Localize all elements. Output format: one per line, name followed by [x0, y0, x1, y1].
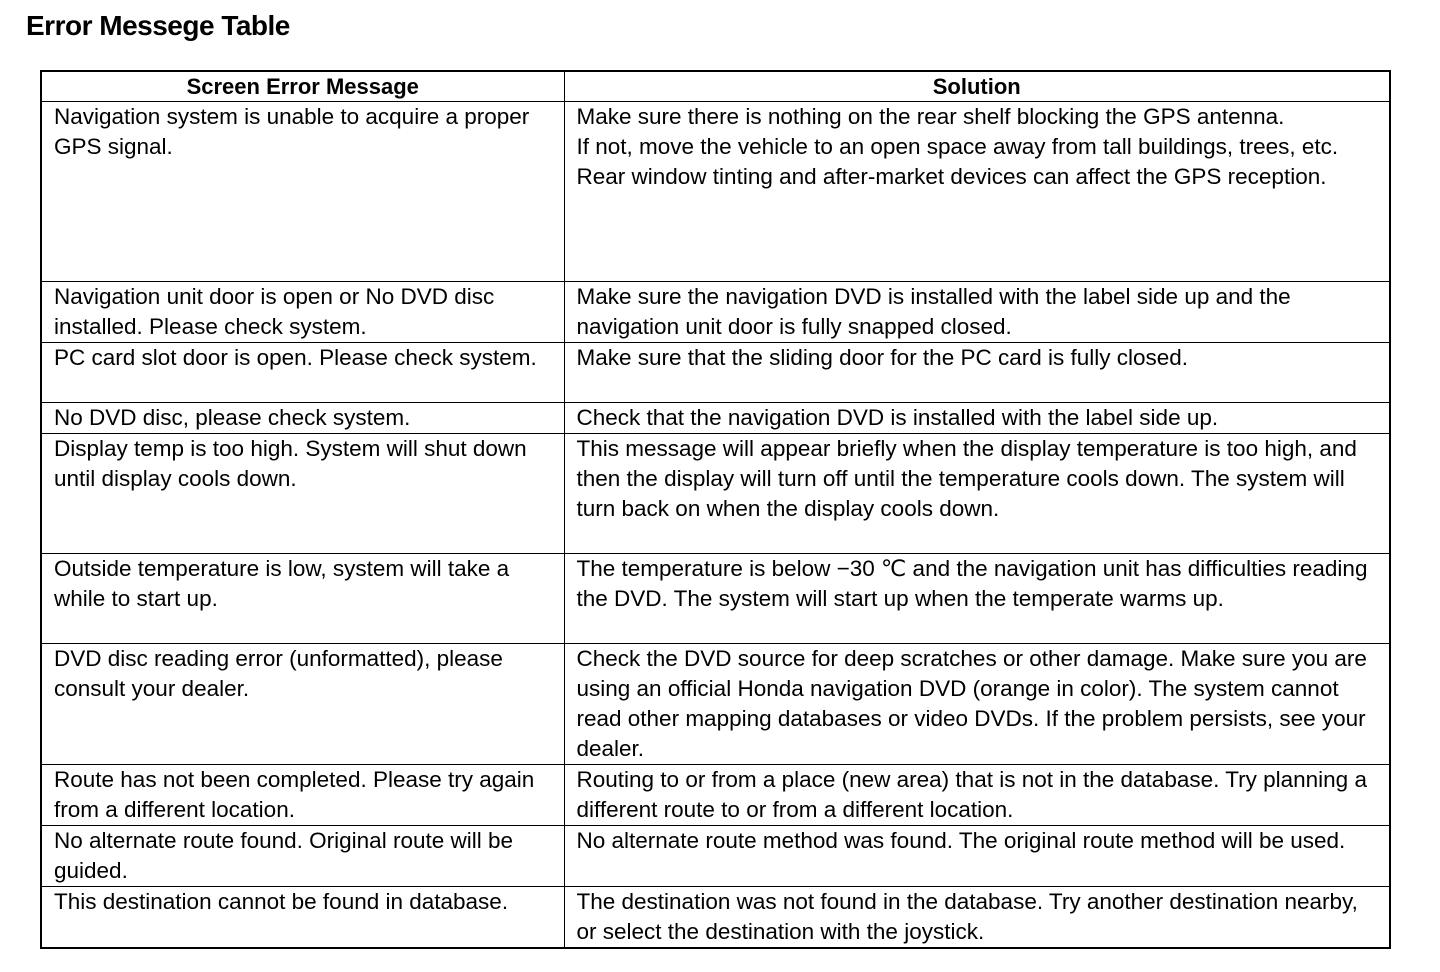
error-message-cell: Display temp is too high. System will shut down until display cools down. [41, 434, 564, 554]
error-message-cell: DVD disc reading error (unformatted), please consult your dealer. [41, 644, 564, 765]
table-row [41, 343, 1390, 403]
table-row [41, 434, 1390, 554]
error-message-cell: No DVD disc, please check system. [41, 403, 564, 434]
solution-line: The temperature is below −30 ℃ and the navigation unit has difficulties reading the DVD. The system will start up when the temperate warms up. [576, 556, 1368, 611]
error-message-cell: Outside temperature is low, system will take a while to start up. [41, 554, 564, 644]
column-header-screen-error-message: Screen Error Message [41, 71, 564, 102]
solution-cell [564, 765, 1390, 826]
error-message-table [40, 70, 1391, 949]
solution-line: Make sure the navigation DVD is installed with the label side up and the navigation unit door is fully snapped closed. [576, 284, 1291, 339]
solution-line: The destination was not found in the database. Try another destination nearby, or select the destination with the joystick. [576, 889, 1358, 944]
error-message-cell: Navigation system is unable to acquire a proper GPS signal. [41, 102, 564, 282]
error-message-cell: No alternate route found. Original route will be guided. [41, 826, 564, 887]
solution-line: Routing to or from a place (new area) that is not in the database. Try planning a different route to or from a different location. [576, 767, 1367, 822]
solution-line: This message will appear briefly when the display temperature is too high, and then the display will turn off until the temperature cools down. The system will turn back on when the display cools down. [576, 436, 1357, 521]
table-row [41, 403, 1390, 434]
table-row [41, 826, 1390, 887]
solution-line: Check that the navigation DVD is installed with the label side up. [576, 405, 1219, 430]
table-row [41, 887, 1390, 949]
table-row [41, 282, 1390, 343]
solution-cell [564, 434, 1390, 554]
solution-cell [564, 826, 1390, 887]
solution-line: If not, move the vehicle to an open space away from tall buildings, trees, etc. [576, 134, 1339, 159]
solution-cell [564, 554, 1390, 644]
table-row [41, 765, 1390, 826]
solution-cell [564, 282, 1390, 343]
solution-line: Make sure there is nothing on the rear shelf blocking the GPS antenna. [576, 104, 1285, 129]
error-message-cell: This destination cannot be found in database. [41, 887, 564, 949]
error-message-cell: PC card slot door is open. Please check system. [41, 343, 564, 403]
table-row [41, 554, 1390, 644]
table-row [41, 102, 1390, 282]
solution-cell [564, 644, 1390, 765]
table-row [41, 644, 1390, 765]
solution-cell [564, 343, 1390, 403]
error-message-cell: Route has not been completed. Please try again from a different location. [41, 765, 564, 826]
solution-line: Make sure that the sliding door for the PC card is fully closed. [576, 345, 1189, 370]
solution-line: Rear window tinting and after-market devices can affect the GPS reception. [576, 164, 1327, 189]
solution-line: No alternate route method was found. The original route method will be used. [576, 828, 1346, 853]
solution-cell [564, 102, 1390, 282]
column-header-solution: Solution [564, 71, 1390, 102]
solution-cell [564, 403, 1390, 434]
solution-cell [564, 887, 1390, 949]
error-message-cell: Navigation unit door is open or No DVD disc installed. Please check system. [41, 282, 564, 343]
solution-line: Check the DVD source for deep scratches or other damage. Make sure you are using an official Honda navigation DVD (orange in color). The system cannot read other mapping databases or video DVDs. If the problem persists, see your dealer. [576, 646, 1367, 761]
page-title: Error Messege Table [26, 10, 290, 41]
table-header-row [41, 71, 1390, 102]
